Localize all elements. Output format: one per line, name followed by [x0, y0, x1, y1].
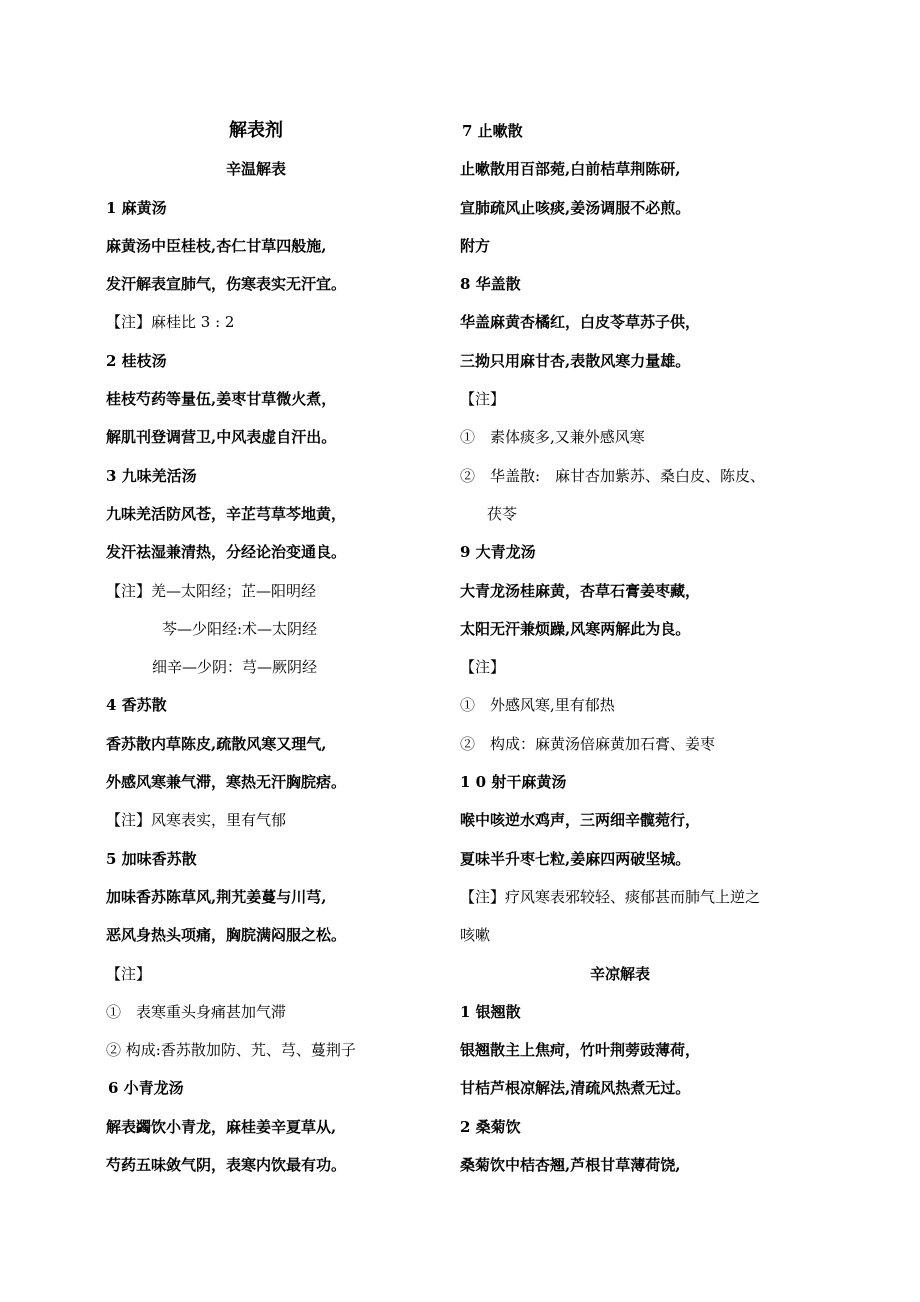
verse-line: 九味羌活防风苍，辛芷芎草芩地黄，: [106, 504, 347, 523]
verse-line: 解表蠲饮小青龙，麻桂姜辛夏草从,: [106, 1117, 337, 1136]
formula-heading: 4 香苏散: [106, 696, 167, 715]
note-line: ② 华盖散: 麻甘杏加紫苏、桑白皮、陈皮、: [460, 466, 766, 485]
formula-heading: 6 小青龙汤: [108, 1079, 184, 1098]
verse-line: 太阳无汗兼烦躁,风寒两解此为良。: [460, 619, 691, 638]
note-line: ① 外感风寒,里有郁热: [460, 696, 615, 715]
formula-heading: 9 大青龙汤: [460, 543, 536, 562]
note-line: 芩—少阳经:术—太阴经: [162, 619, 318, 638]
formula-heading: 2 桑菊饮: [460, 1117, 521, 1136]
verse-line: 发汗祛湿兼清热，分经论治变通良。: [106, 543, 347, 562]
note-line: 【注】风寒表实，里有气郁: [106, 811, 287, 830]
right-column: [460, 112, 820, 1184]
formula-heading: 7 止嗽散: [462, 122, 523, 140]
note-line: 【注】疗风寒表邪较轻、痰郁甚而肺气上逆之: [460, 887, 761, 906]
note-line: 【注】: [106, 964, 152, 983]
note-line: 茯苓: [487, 504, 518, 523]
verse-line: 外感风寒兼气滞，寒热无汗胸脘痞。: [106, 773, 347, 792]
formula-heading: 3 九味羌活汤: [106, 466, 197, 485]
left-column: [106, 112, 446, 1184]
note-line: ② 构成:香苏散加防、艽、芎、蔓荆子: [106, 1041, 356, 1060]
note-line: 【注】: [460, 658, 506, 677]
section-heading-xinwen: 辛温解表: [225, 160, 286, 179]
note-line: 细辛—少阴：芎—厥阴经: [152, 658, 318, 677]
verse-line: 喉中咳逆水鸡声，三两细辛髋菀行，: [460, 811, 701, 830]
subheading: 附方: [460, 236, 491, 255]
verse-line: 麻黄汤中臣桂枝,杏仁甘草四般施,: [106, 236, 327, 255]
verse-line: 发汗解表宣肺气，伤寒表实无汗宜。: [106, 275, 347, 294]
formula-heading: 8 华盖散: [460, 275, 521, 294]
formula-heading: 1 银翘散: [460, 1002, 521, 1021]
note-line: 咳嗽: [460, 926, 491, 945]
formula-heading: 1 麻黄汤: [106, 198, 167, 217]
note-line: ② 构成：麻黄汤倍麻黄加石膏、姜枣: [460, 734, 716, 753]
note-line: 【注】麻桂比 3 : 2: [106, 313, 235, 332]
verse-line: 桑菊饮中桔杏翘,芦根甘草薄荷饶,: [460, 1156, 681, 1175]
verse-line: 宣肺疏风止咳痰,姜汤调服不必煎。: [460, 198, 691, 217]
verse-line: 华盖麻黄杏橘红，白皮苓草苏子供，: [460, 313, 701, 332]
note-line: ① 素体痰多,又兼外感风寒: [460, 428, 645, 447]
note-line: ① 表寒重头身痛甚加气滞: [106, 1002, 287, 1021]
formula-heading: 5 加味香苏散: [106, 849, 197, 868]
verse-line: 恶风身热头项痛，胸脘满闷服之松。: [106, 926, 347, 945]
note-line: 【注】: [460, 390, 506, 409]
verse-line: 芍药五味敛气阴，表寒内饮最有功。: [106, 1156, 347, 1175]
verse-line: 止嗽散用百部菀,白前桔草荆陈研,: [460, 160, 681, 179]
note-line: 【注】羌—太阳经；芷—阳明经: [106, 581, 317, 600]
verse-line: 桂枝芍药等量伍,姜枣甘草微火煮，: [106, 390, 337, 409]
verse-line: 夏味半升枣七粒,姜麻四两破坚城。: [460, 849, 691, 868]
verse-line: 三拗只用麻甘杏,表散风寒力量雄。: [460, 351, 691, 370]
page-title: 解表剂: [229, 120, 283, 141]
section-heading-xinliang: 辛凉解表: [589, 964, 650, 983]
verse-line: 香苏散内草陈皮,疏散风寒又理气,: [106, 734, 327, 753]
verse-line: 加味香苏陈草风,荆艽姜蔓与川芎,: [106, 887, 327, 906]
formula-heading: 2 桂枝汤: [106, 351, 167, 370]
verse-line: 银翘散主上焦疴，竹叶荆蒡豉薄荷，: [460, 1041, 701, 1060]
verse-line: 大青龙汤桂麻黄，杏草石膏姜枣藏，: [460, 581, 701, 600]
verse-line: 甘桔芦根凉解法,清疏风热煮无过。: [460, 1079, 691, 1098]
verse-line: 解肌刊登调营卫,中风表虚自汗出。: [106, 428, 337, 447]
formula-heading: 1 0 射干麻黄汤: [460, 773, 567, 792]
